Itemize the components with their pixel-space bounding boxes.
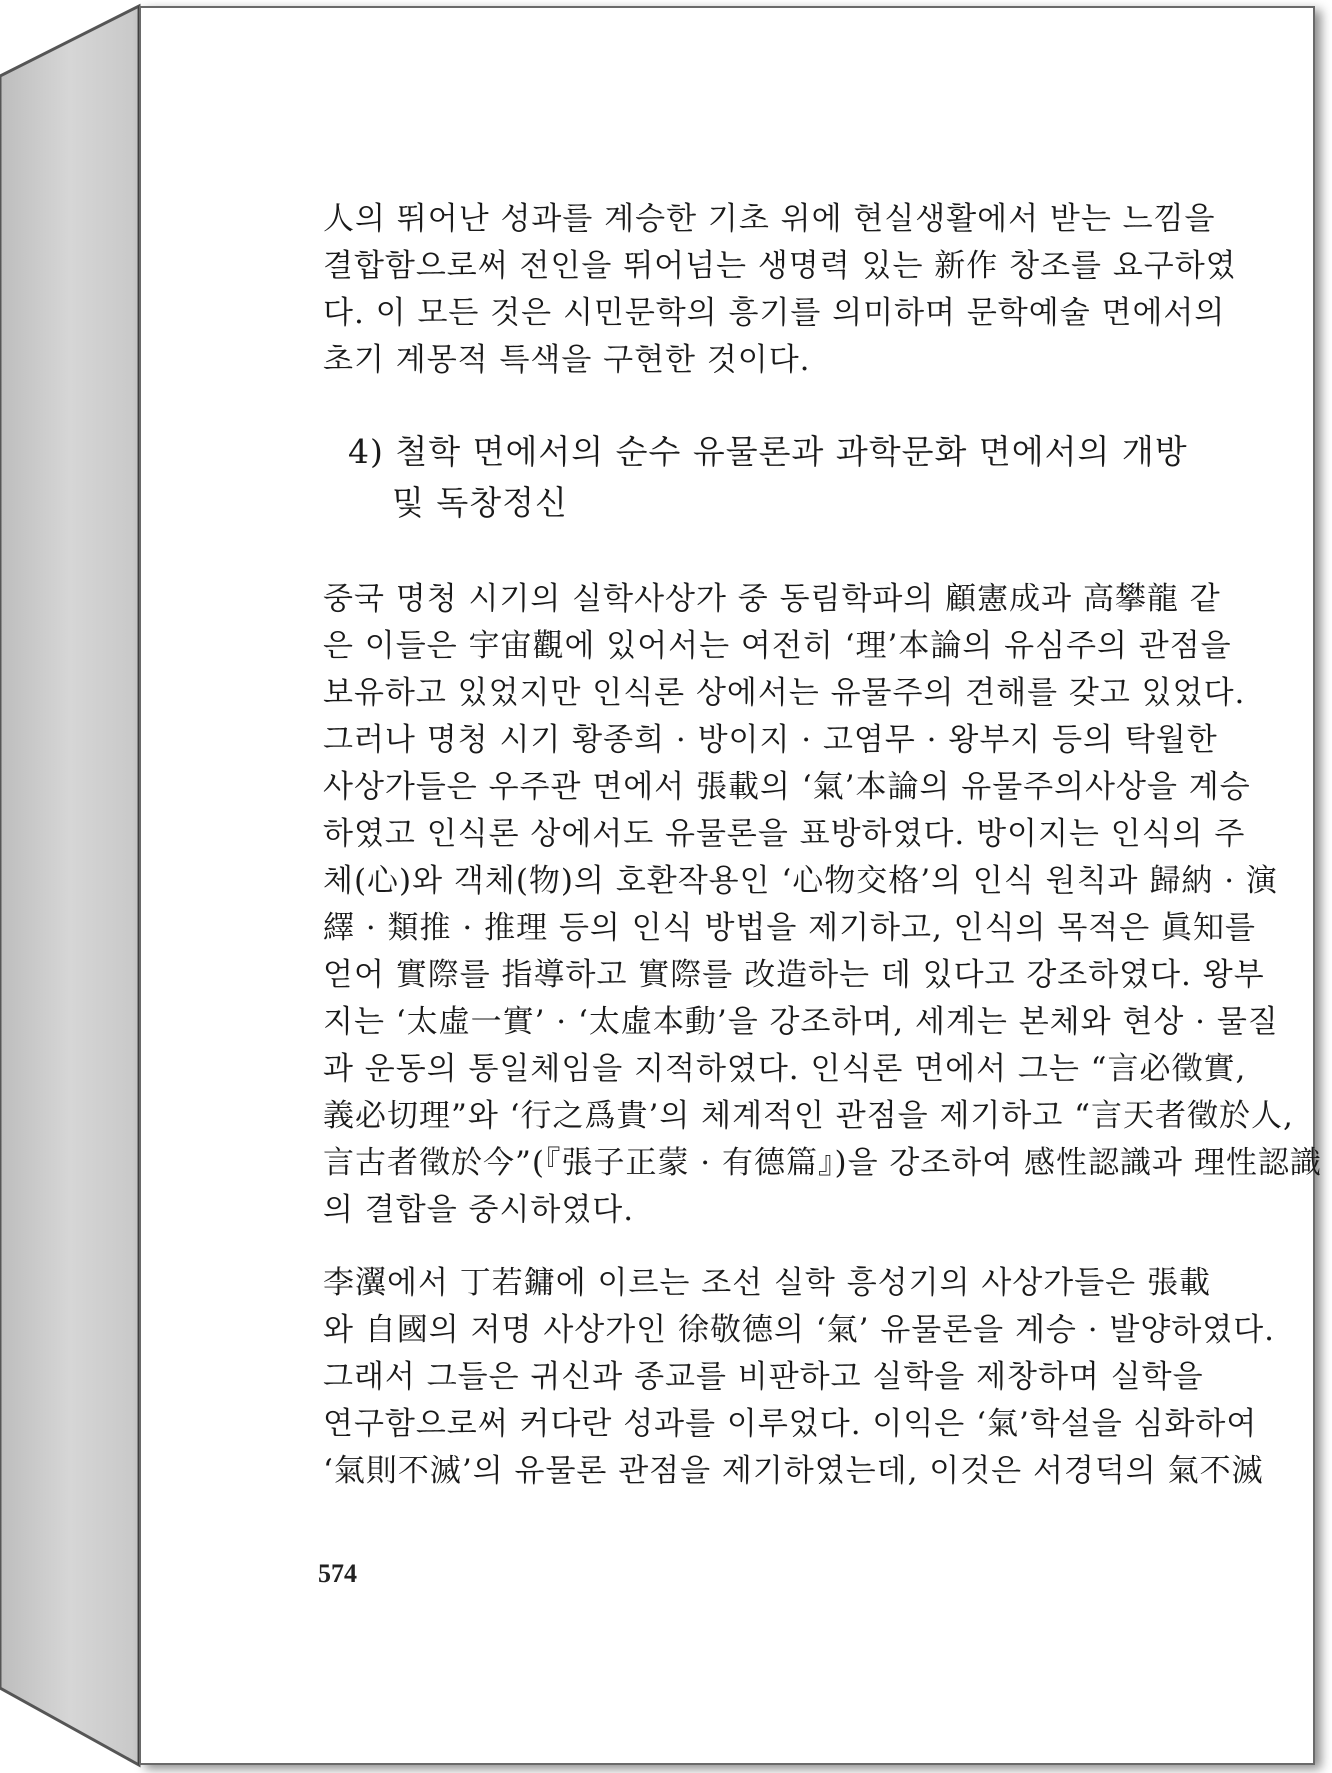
text-line: 그러나 명청 시기 황종희 · 방이지 · 고염무 · 왕부지 등의 탁월한 [323,722,1218,758]
text-line: 言古者徵於今”(『張子正蒙 · 有德篇』)을 강조하여 感性認識과 理性認識 [323,1145,1322,1181]
text-line: 결합함으로써 전인을 뛰어넘는 생명력 있는 新作 창조를 요구하였 [323,248,1237,284]
text-line: 와 自國의 저명 사상가인 徐敬德의 ‘氣’ 유물론을 계승 · 발양하였다. [323,1312,1276,1348]
page-number: 574 [318,1559,357,1588]
section-heading-line-2: 및 독창정신 [392,483,568,522]
text-line: 하였고 인식론 상에서도 유물론을 표방하였다. 방이지는 인식의 주 [323,816,1246,852]
text-line: 중국 명청 시기의 실학사상가 중 동림학파의 顧憲成과 高攀龍 같 [323,581,1221,617]
text-line: 은 이들은 宇宙觀에 있어서는 여전히 ‘理’本論의 유심주의 관점을 [323,628,1232,664]
text-line: 초기 계몽적 특색을 구현한 것이다. [323,342,811,378]
text-line: 人의 뛰어난 성과를 계승한 기초 위에 현실생활에서 받는 느낌을 [323,201,1216,237]
text-line: ‘氣則不滅’의 유물론 관점을 제기하였는데, 이것은 서경덕의 氣不滅 [323,1453,1264,1489]
text-line: 얻어 實際를 指導하고 實際를 改造하는 데 있다고 강조하였다. 왕부 [323,957,1265,993]
text-line: 사상가들은 우주관 면에서 張載의 ‘氣’本論의 유물주의사상을 계승 [323,769,1251,805]
text-line: 李瀷에서 丁若鏞에 이르는 조선 실학 흥성기의 사상가들은 張載 [323,1265,1211,1301]
text-line: 보유하고 있었지만 인식론 상에서는 유물주의 견해를 갖고 있었다. [323,675,1246,711]
text-line: 다. 이 모든 것은 시민문학의 흥기를 의미하며 문학예술 면에서의 [323,295,1226,331]
text-line: 義必切理”와 ‘行之爲貴’의 체계적인 관점을 제기하고 “言天者徵於人, [323,1098,1294,1134]
text-line: 繹 · 類推 · 推理 등의 인식 방법을 제기하고, 인식의 목적은 眞知를 [323,910,1256,946]
text-line: 그래서 그들은 귀신과 종교를 비판하고 실학을 제창하며 실학을 [323,1359,1204,1395]
section-heading-line-1: 4) 철학 면에서의 순수 유물론과 과학문화 면에서의 개방 [348,432,1188,471]
text-line: 과 운동의 통일체임을 지적하였다. 인식론 면에서 그는 “言必徵實, [323,1051,1247,1087]
text-line: 의 결합을 중시하였다. [323,1192,635,1228]
text-line: 지는 ‘太虛一實’ · ‘太虛本動’을 강조하며, 세계는 본체와 현상 · 물질 [323,1004,1279,1040]
text-line: 연구함으로써 커다란 성과를 이루었다. 이익은 ‘氣’학설을 심화하여 [323,1406,1258,1442]
text-line: 체(心)와 객체(物)의 호환작용인 ‘心物交格’의 인식 원칙과 歸納 · 演 [323,863,1278,899]
